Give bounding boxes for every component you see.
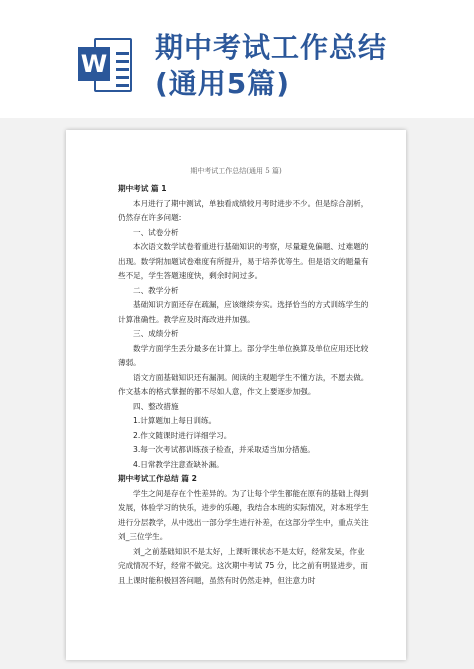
body-paragraph: 一、试卷分析 [133, 227, 179, 237]
document-page[interactable] [66, 130, 406, 660]
banner-header [0, 0, 474, 118]
page-title [155, 30, 455, 102]
word-document-icon [78, 36, 132, 94]
body-paragraph: 4.日常教学注意查缺补漏。 [133, 459, 224, 469]
body-paragraph: 基础知识方面还存在疏漏，应该继续夯实。选择恰当的方式训练学生的计算准确性。教学应及时海改进并加强。 [118, 300, 369, 324]
body-paragraph: 数学方面学生丢分最多在计算上。部分学生单位换算及单位应用还比较薄弱。 [118, 343, 369, 367]
page-title-line-2: (通用5篇) [155, 67, 291, 100]
body-paragraph: 1.计算题加上每日训练。 [133, 416, 217, 425]
page-title-line-1: 期中考试工作总结 [155, 31, 388, 64]
body-paragraph: 二、教学分析 [133, 285, 179, 295]
word-icon-letter: W [78, 47, 110, 81]
section-heading: 期中考试工作总结 篇 2 [118, 474, 197, 483]
body-paragraph: 四、整改措施 [133, 401, 179, 411]
document-body [118, 182, 370, 588]
section-heading: 期中考试 篇 1 [118, 184, 167, 193]
body-paragraph: 3.每一次考试都训练孩子检查，并采取适当加分措施。 [133, 445, 315, 454]
running-header: 期中考试工作总结(通用 5 篇) [190, 167, 282, 175]
body-paragraph: 本月进行了期中测试，单独看成绩较月考时进步不少。但是综合剖析，仍然存在许多问题: [118, 198, 369, 222]
body-paragraph: 2.作文随课时进行详细学习。 [133, 430, 232, 440]
body-paragraph: 三、成绩分析 [133, 329, 179, 338]
body-paragraph: 刘_之前基础知识不是太好，上课听课状态不是太好，经常发呆，作业完成情况不好，经常不做完。这次期中考试 75 分，比之前有明显进步，而且上课时能积极回答问题，虽然有时仍然走神，但注意力时 [118, 546, 368, 585]
body-paragraph: 本次语文数学试卷着重进行基础知识的考察，尽量避免偏题、过难题的出现。数学附加题试卷难度有所提升，易于培养优等生。但是语文的题量有些不足，学生答题速度快，剩余时间过多。 [118, 242, 369, 280]
body-paragraph: 语文方面基础知识还有漏洞。阅读的主观题学生不懂方法，不愿去做。作文基本的格式掌握的都不尽如人意，作文上要逐步加强。 [118, 372, 369, 396]
body-paragraph: 学生之间是存在个性差异的。为了让每个学生都能在原有的基础上得到发展，体验学习的快乐，进步的乐趣，我结合本班的实际情况，对本班学生进行分层教学，从中选出一部分学生进行补差，在这部分学生中，重点关注刘_三位学生。 [118, 488, 369, 541]
